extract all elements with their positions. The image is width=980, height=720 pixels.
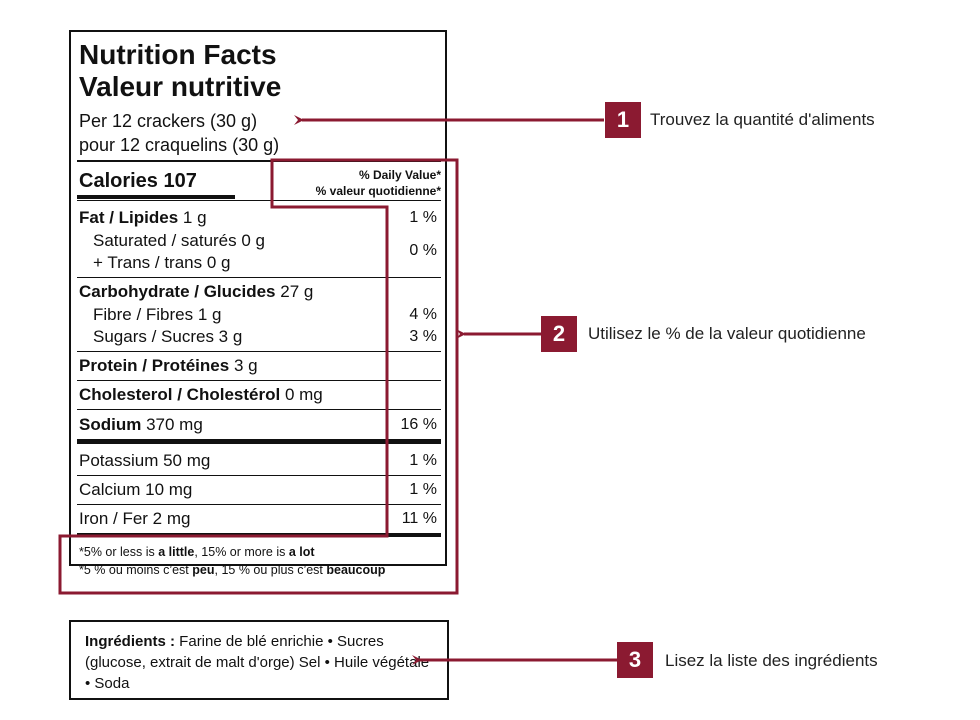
dv-highlight-outline [60,160,457,593]
dv-header-en-text: % Daily Value [358,168,437,182]
dv-header-fr-text: % valeur quotidienne [315,184,437,198]
footnote-en-c: , 15% or more is [194,545,289,559]
fibre-row: Fibre / Fibres 1 g [93,305,222,324]
sodium-pct: 16 % [400,416,437,433]
sodium-label: Sodium [79,415,142,434]
protein-amount: 3 g [233,356,258,375]
footnote-en-d: a lot [288,545,315,559]
title-fr: Valeur nutritive [79,71,282,102]
footnote-en-b: a little [158,545,195,559]
footnote-fr-d: beaucoup [326,563,386,577]
fat-label: Fat / Lipides [79,208,179,227]
callout-badge-2: 2 [541,316,577,352]
ingredients-label: Ingrédients : [85,633,176,650]
sodium-amount: 370 mg [146,415,203,434]
calories-value: 107 [163,170,197,192]
protein-label: Protein / Protéines [79,356,230,375]
footnote-star-fr: * [79,563,84,577]
calcium-pct: 1 % [409,481,437,498]
row-potassium: Potassium 50 mg [79,451,211,470]
callout-badge-3: 3 [617,642,653,678]
callout-text-2: Utilisez le % de la valeur quotidienne [588,324,866,343]
carb-amount: 27 g [280,282,314,301]
iron-pct: 11 % [401,510,437,527]
title-en: Nutrition Facts [79,39,277,70]
footnote-star-en: * [79,545,84,559]
fat-pct: 1 % [409,209,437,226]
potassium-pct: 1 % [409,452,437,469]
footnote-fr-b: peu [192,563,215,577]
footnote-en-a: 5% or less is [83,545,159,559]
callout-badge-1: 1 [605,102,641,138]
calories-label: Calories [79,170,158,192]
callout-text-3: Lisez la liste des ingrédients [665,651,878,670]
saturated-row: Saturated / saturés 0 g [93,231,265,250]
serving-size-en: Per 12 crackers (30 g) [79,111,258,131]
dv-star: * [436,168,441,182]
footnote-fr-c: , 15 % ou plus c’est [214,563,327,577]
sugars-row: Sugars / Sucres 3 g [93,327,243,346]
trans-row: + Trans / trans 0 g [93,253,231,272]
fat-amount: 1 g [182,208,207,227]
sugars-pct: 3 % [409,328,437,345]
callout-text-1: Trouvez la quantité d'aliments [650,110,875,129]
dv-star-fr: * [436,184,441,198]
fibre-pct: 4 % [409,306,437,323]
row-iron: Iron / Fer 2 mg [79,509,191,528]
sat-trans-pct: 0 % [409,242,437,259]
footnote-fr-a: 5 % ou moins c’est [83,563,193,577]
chol-amount: 0 mg [284,385,323,404]
row-calcium: Calcium 10 mg [79,480,193,499]
carb-label: Carbohydrate / Glucides [79,282,276,301]
chol-label: Cholesterol / Cholestérol [79,385,281,404]
ingredients-list: Farine de blé enrichie • Sucres (glucose, extrait de malt d'orge) Sel • Huile végétale • Soda [85,633,430,692]
serving-size-fr: pour 12 craquelins (30 g) [79,135,280,155]
